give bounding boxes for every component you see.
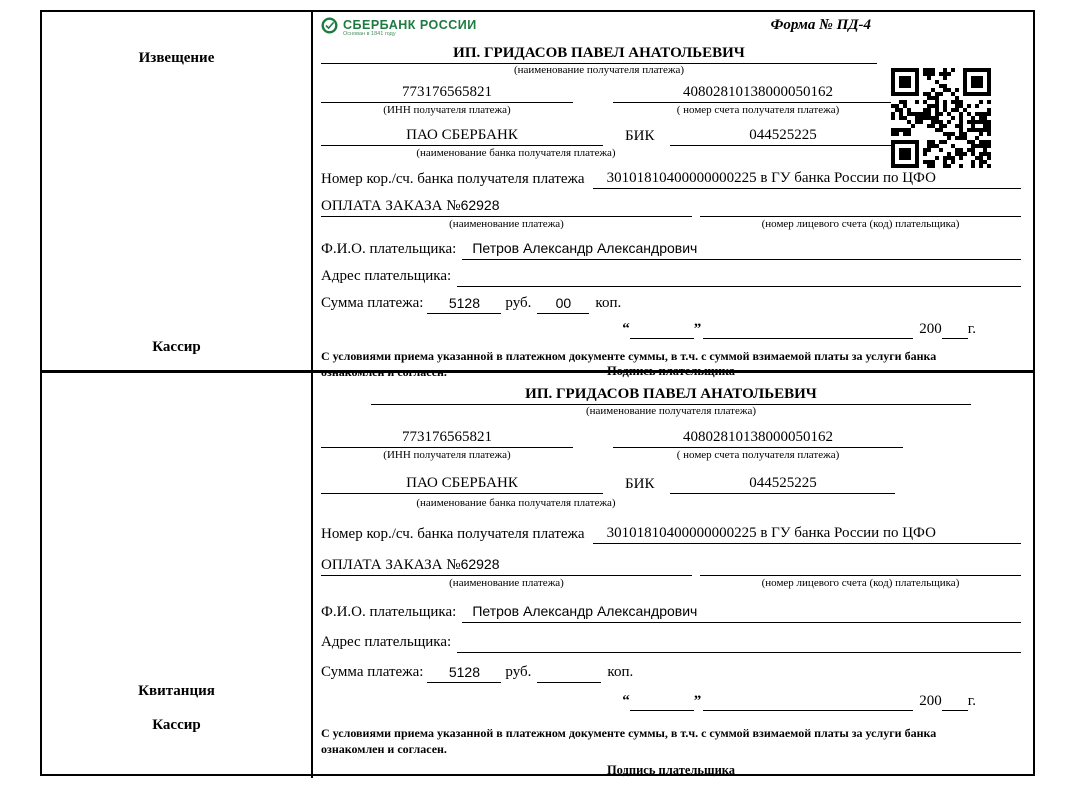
account-field: 40802810138000050162: [613, 428, 903, 448]
notice-recipient-block: [321, 43, 877, 77]
bank-name-field: ПАО СБЕРБАНК: [321, 125, 603, 146]
date-year-suffix: г.: [967, 321, 976, 337]
date-month-field: [703, 694, 913, 711]
inn-field: 773176565821: [321, 428, 573, 448]
notice-cashier-label: Кассир: [152, 339, 201, 355]
payment-caption: (наименование платежа): [449, 577, 564, 589]
notice-corr-row: [321, 168, 1021, 189]
payer-address-field: [457, 632, 1021, 653]
receipt-left-cell: [42, 373, 313, 778]
notice-address-row: [321, 266, 1021, 287]
receipt-address-row: [321, 632, 1021, 653]
date-open-quote: “: [622, 321, 630, 337]
date-year-suffix: г.: [967, 693, 976, 709]
kop-label: коп.: [607, 664, 634, 680]
date-close-quote: ”: [693, 693, 702, 709]
date-year-field: [942, 322, 968, 339]
amount-label: Сумма платежа:: [321, 664, 424, 680]
inn-field: 773176565821: [321, 83, 573, 103]
payer-name-label: Ф.И.О. плательщика:: [321, 604, 457, 620]
date-year-field: [942, 694, 968, 711]
form-table: [40, 10, 1035, 776]
recipient-name: ИП. ГРИДАСОВ ПАВЕЛ АНАТОЛЬЕВИЧ: [371, 384, 971, 405]
payer-address-label: Адрес плательщика:: [321, 634, 452, 650]
payment-name-field: [321, 554, 692, 576]
bank-name-field: ПАО СБЕРБАНК: [321, 473, 603, 494]
payer-address-field: [457, 266, 1021, 287]
payer-signature-label: Подпись плательщика: [606, 763, 736, 777]
payer-name-field: Петров Александр Александрович: [462, 238, 1021, 260]
sberbank-logo-icon: [321, 17, 338, 39]
notice-date-row: [321, 320, 1021, 339]
payment-name-field: [321, 195, 692, 217]
sberbank-logo: [321, 17, 477, 39]
qr-code: [891, 68, 991, 168]
payment-name-label: ОПЛАТА ЗАКАЗА №: [321, 557, 461, 573]
receipt-fio-row: [321, 601, 1021, 623]
notice-section-title: Извещение: [138, 50, 215, 66]
date-open-quote: “: [622, 693, 630, 709]
rub-label: руб.: [505, 295, 532, 311]
agreement-text: С условиями приема указанной в платежном документе суммы, в т.ч. с суммой взимаемой платы за услуги банка ознакомлен и согласен.: [321, 726, 937, 756]
notice-section: [42, 12, 1033, 379]
payer-signature-label: Подпись плательщика: [606, 364, 736, 378]
date-century: 200: [919, 321, 942, 337]
sberbank-logo-textblock: [343, 19, 477, 38]
personal-account-caption: (номер лицевого счета (код) плательщика): [761, 218, 960, 230]
date-month-field: [703, 322, 913, 339]
personal-account-field: [700, 560, 1021, 576]
amount-label: Сумма платежа:: [321, 295, 424, 311]
rub-label: руб.: [505, 664, 532, 680]
payment-name-value: 62928: [460, 197, 500, 213]
sberbank-logo-subtext: Основан в 1841 году: [343, 31, 396, 37]
receipt-payment-captions: [321, 577, 1021, 590]
payer-name-field: Петров Александр Александрович: [462, 601, 1021, 623]
date-century: 200: [919, 693, 942, 709]
agreement-text: С условиями приема указанной в платежном документе суммы, в т.ч. с суммой взимаемой платы за услуги банка ознакомлен и согласен.: [321, 349, 937, 379]
notice-payment-captions: [321, 218, 1021, 231]
corr-account-field: 30101810400000000225 в ГУ банка России по ЦФО: [593, 523, 1021, 544]
bank-caption: (наименование банка получателя платежа): [416, 497, 616, 509]
receipt-cashier-label: Кассир: [152, 717, 201, 733]
receipt-recipient-block: [371, 384, 971, 418]
corr-account-field: 30101810400000000225 в ГУ банка России по ЦФО: [593, 168, 1021, 189]
receipt-date-row: [321, 692, 1021, 711]
personal-account-caption: (номер лицевого счета (код) плательщика): [761, 577, 960, 589]
bik-label: БИК: [625, 476, 655, 492]
kop-label: коп.: [595, 295, 622, 311]
recipient-caption: (наименование получателя платежа): [585, 405, 757, 417]
sberbank-logo-text: СБЕРБАНК РОССИИ: [343, 17, 477, 32]
recipient-name: ИП. ГРИДАСОВ ПАВЕЛ АНАТОЛЬЕВИЧ: [321, 43, 877, 64]
date-day-field: [630, 322, 694, 339]
receipt-inn-account-captions: [321, 449, 1021, 462]
receipt-section-title: Квитанция: [138, 683, 215, 699]
amount-rub-field: 5128: [427, 662, 501, 683]
amount-kop-field: [537, 682, 601, 683]
date-close-quote: ”: [693, 321, 702, 337]
notice-amount-row: [321, 293, 1021, 314]
receipt-section: [42, 373, 1033, 778]
receipt-amount-row: [321, 662, 1021, 683]
notice-header-row: [321, 17, 1021, 41]
payment-caption: (наименование платежа): [449, 218, 564, 230]
notice-payment-row: [321, 195, 1021, 217]
personal-account-field: [700, 201, 1021, 217]
recipient-caption: (наименование получателя платежа): [513, 64, 685, 76]
notice-fio-row: [321, 238, 1021, 260]
bik-field: 044525225: [670, 473, 895, 494]
notice-left-cell: [42, 12, 313, 370]
corr-account-label: Номер кор./сч. банка получателя платежа: [321, 171, 585, 187]
receipt-corr-row: [321, 523, 1021, 544]
bik-label: БИК: [625, 128, 655, 144]
date-day-field: [630, 694, 694, 711]
receipt-body: [313, 373, 1033, 778]
corr-account-label: Номер кор./сч. банка получателя платежа: [321, 526, 585, 542]
account-caption: ( номер счета получателя платежа): [676, 449, 840, 461]
amount-rub-field: 5128: [427, 293, 501, 314]
notice-body: [313, 12, 1033, 379]
bank-caption: (наименование банка получателя платежа): [416, 147, 616, 159]
payment-name-value: 62928: [460, 556, 500, 572]
receipt-inn-account-row: [321, 428, 1021, 448]
payer-address-label: Адрес плательщика:: [321, 268, 452, 284]
inn-caption: (ИНН получателя платежа): [383, 449, 511, 461]
amount-kop-field: 00: [537, 293, 589, 314]
receipt-payment-row: [321, 554, 1021, 576]
account-caption: ( номер счета получателя платежа): [676, 104, 840, 116]
account-field: 40802810138000050162: [613, 83, 903, 103]
payer-name-label: Ф.И.О. плательщика:: [321, 241, 457, 257]
payment-name-label: ОПЛАТА ЗАКАЗА №: [321, 198, 461, 214]
inn-caption: (ИНН получателя платежа): [383, 104, 511, 116]
bik-field: 044525225: [670, 125, 895, 146]
receipt-bank-row: [321, 473, 1021, 494]
form-number: Форма № ПД-4: [770, 17, 871, 33]
